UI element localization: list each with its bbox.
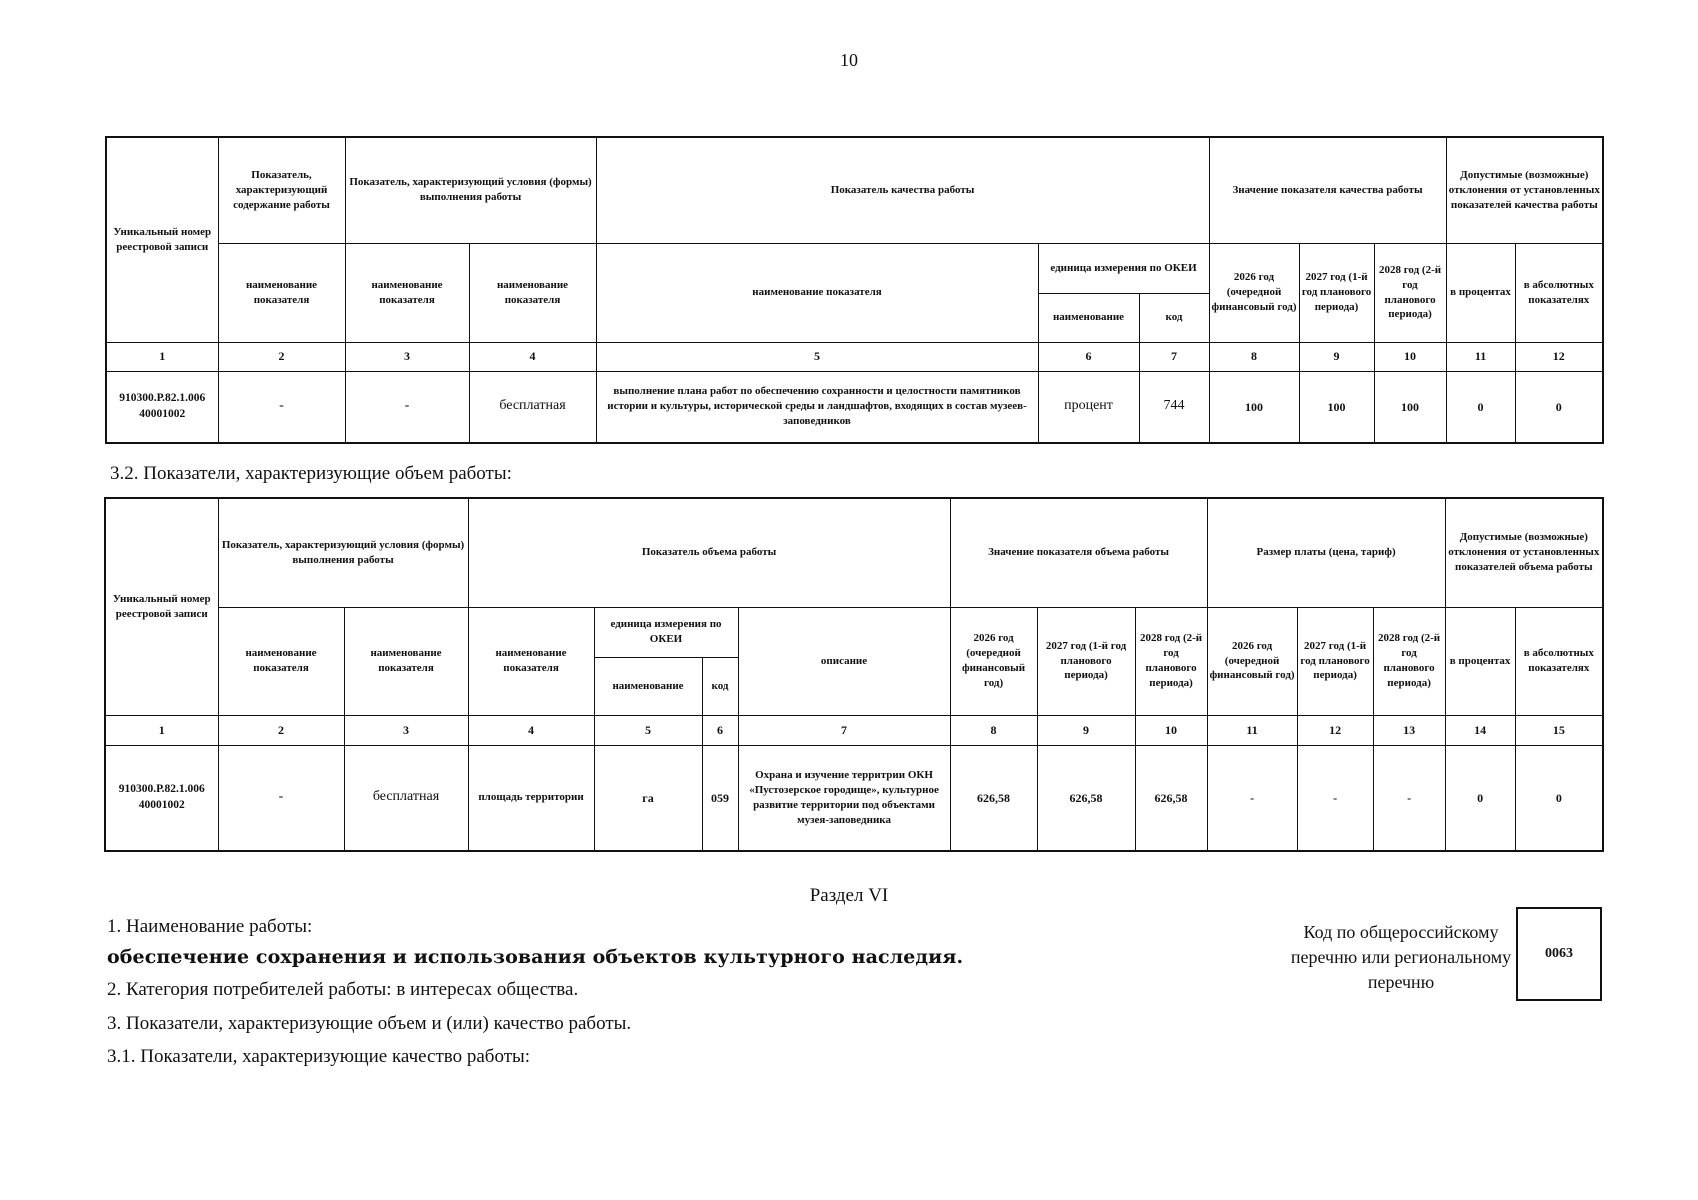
header-okei-unit: единица измерения по ОКЕИ bbox=[1038, 243, 1209, 293]
section-title: Раздел VI bbox=[809, 885, 889, 906]
registry-code-box: 0063 bbox=[1516, 907, 1602, 1001]
header-volume-indicator: Показатель объема работы bbox=[468, 498, 950, 607]
header-unique-number: Уникальный номер реестровой записи bbox=[105, 498, 218, 715]
header-fee-year-2026: 2026 год (очередной финансовый год) bbox=[1207, 607, 1297, 715]
value-2028: 626,58 bbox=[1135, 745, 1207, 851]
column-number: 10 bbox=[1135, 715, 1207, 745]
column-number: 8 bbox=[950, 715, 1037, 745]
header-year-2027: 2027 год (1-й год планового периода) bbox=[1299, 243, 1374, 342]
column-number: 3 bbox=[345, 342, 469, 371]
header-deviation-percent: в процентах bbox=[1446, 243, 1515, 342]
value-2026: 100 bbox=[1209, 371, 1299, 443]
condition1-value: - bbox=[218, 745, 344, 851]
condition1-value: - bbox=[345, 371, 469, 443]
registry-number: 910300.Р.82.1.006 40001002 bbox=[105, 745, 218, 851]
table-row bbox=[105, 745, 1603, 851]
header-allowed-deviation: Допустимые (возможные) отклонения от установленных показателей качества работы bbox=[1446, 137, 1603, 243]
header-value-year-2026: 2026 год (очередной финансовый год) bbox=[950, 607, 1037, 715]
fee-2028: - bbox=[1373, 745, 1445, 851]
column-number: 2 bbox=[218, 342, 345, 371]
header-value-year-2027: 2027 год (1-й год планового периода) bbox=[1037, 607, 1135, 715]
value-2026: 626,58 bbox=[950, 745, 1037, 851]
column-number: 7 bbox=[1139, 342, 1209, 371]
header-volume-value: Значение показателя объема работы bbox=[950, 498, 1207, 607]
registry-number: 910300.Р.82.1.006 40001002 bbox=[106, 371, 218, 443]
header-unique-number: Уникальный номер реестровой записи bbox=[106, 137, 218, 342]
table-row bbox=[106, 371, 1603, 443]
column-number: 13 bbox=[1373, 715, 1445, 745]
column-number: 8 bbox=[1209, 342, 1299, 371]
condition2-value: бесплатная bbox=[469, 371, 596, 443]
deviation-percent-value: 0 bbox=[1446, 371, 1515, 443]
page-number: 10 bbox=[840, 50, 858, 70]
column-number: 2 bbox=[218, 715, 344, 745]
volume-indicators-caption: 3.2. Показатели, характеризующие объем работы: bbox=[110, 463, 512, 484]
value-2027: 100 bbox=[1299, 371, 1374, 443]
header-condition2-name: наименование показателя bbox=[344, 607, 468, 715]
header-condition1-name: наименование показателя bbox=[345, 243, 469, 342]
column-number: 4 bbox=[469, 342, 596, 371]
header-fee: Размер платы (цена, тариф) bbox=[1207, 498, 1445, 607]
unit-name-value: процент bbox=[1038, 371, 1139, 443]
unit-name-value: га bbox=[594, 745, 702, 851]
header-fee-year-2028: 2028 год (2-й год планового периода) bbox=[1373, 607, 1445, 715]
header-indicator-name: наименование показателя bbox=[596, 243, 1038, 342]
column-number: 6 bbox=[702, 715, 738, 745]
volume-quality-caption: 3. Показатели, характеризующие объем и (или) качество работы. bbox=[107, 1013, 632, 1034]
column-number: 9 bbox=[1037, 715, 1135, 745]
header-condition2-name: наименование показателя bbox=[469, 243, 596, 342]
column-number: 3 bbox=[344, 715, 468, 745]
column-number: 6 bbox=[1038, 342, 1139, 371]
header-unit-code: код bbox=[702, 657, 738, 715]
header-deviation-absolute: в абсолютных показателях bbox=[1515, 243, 1603, 342]
header-unit-name: наименование bbox=[594, 657, 702, 715]
header-condition1-name: наименование показателя bbox=[218, 607, 344, 715]
column-number: 9 bbox=[1299, 342, 1374, 371]
column-number: 12 bbox=[1297, 715, 1373, 745]
column-number: 7 bbox=[738, 715, 950, 745]
header-quality-value: Значение показателя качества работы bbox=[1209, 137, 1446, 243]
column-number: 10 bbox=[1374, 342, 1446, 371]
condition2-value: бесплатная bbox=[344, 745, 468, 851]
value-2027: 626,58 bbox=[1037, 745, 1135, 851]
header-deviation-percent: в процентах bbox=[1445, 607, 1515, 715]
header-allowed-deviation: Допустимые (возможные) отклонения от установленных показателей объема работы bbox=[1445, 498, 1603, 607]
registry-code-label: Код по общероссийскому перечню или региональному перечню bbox=[1290, 922, 1512, 993]
column-number: 1 bbox=[106, 342, 218, 371]
unit-code-value: 059 bbox=[702, 745, 738, 851]
fee-2027: - bbox=[1297, 745, 1373, 851]
header-unit-name: наименование bbox=[1038, 293, 1139, 342]
deviation-percent-value: 0 bbox=[1445, 745, 1515, 851]
deviation-absolute-value: 0 bbox=[1515, 745, 1603, 851]
unit-code-value: 744 bbox=[1139, 371, 1209, 443]
quality-caption: 3.1. Показатели, характеризующие качество работы: bbox=[107, 1046, 531, 1067]
header-indicator-name: наименование показателя bbox=[468, 607, 594, 715]
header-conditions-indicator: Показатель, характеризующий условия (формы) выполнения работы bbox=[345, 137, 596, 243]
header-okei-unit: единица измерения по ОКЕИ bbox=[594, 607, 738, 657]
header-deviation-absolute: в абсолютных показателях bbox=[1515, 607, 1603, 715]
column-number: 15 bbox=[1515, 715, 1603, 745]
column-number: 11 bbox=[1446, 342, 1515, 371]
header-quality-indicator: Показатель качества работы bbox=[596, 137, 1209, 243]
value-2028: 100 bbox=[1374, 371, 1446, 443]
header-content-name: наименование показателя bbox=[218, 243, 345, 342]
indicator-value: площадь территории bbox=[468, 745, 594, 851]
header-year-2026: 2026 год (очередной финансовый год) bbox=[1209, 243, 1299, 342]
work-name-value: обеспечение сохранения и использования объектов культурного наследия. bbox=[107, 946, 964, 968]
header-description: описание bbox=[738, 607, 950, 715]
header-unit-code: код bbox=[1139, 293, 1209, 342]
quality-indicators-table bbox=[105, 136, 1604, 444]
fee-2026: - bbox=[1207, 745, 1297, 851]
column-number: 4 bbox=[468, 715, 594, 745]
column-number: 11 bbox=[1207, 715, 1297, 745]
indicator-value: выполнение плана работ по обеспечению сохранности и целостности памятников истории и культуры, исторической среды и ландшафтов, входящих в состав музеев-заповедников bbox=[596, 371, 1038, 443]
column-number: 14 bbox=[1445, 715, 1515, 745]
column-number: 5 bbox=[596, 342, 1038, 371]
header-conditions-indicator: Показатель, характеризующий условия (формы) выполнения работы bbox=[218, 498, 468, 607]
header-year-2028: 2028 год (2-й год планового периода) bbox=[1374, 243, 1446, 342]
column-number: 5 bbox=[594, 715, 702, 745]
work-name-label: 1. Наименование работы: bbox=[107, 916, 313, 937]
deviation-absolute-value: 0 bbox=[1515, 371, 1603, 443]
header-fee-year-2027: 2027 год (1-й год планового периода) bbox=[1297, 607, 1373, 715]
header-content-indicator: Показатель, характеризующий содержание работы bbox=[218, 137, 345, 243]
header-value-year-2028: 2028 год (2-й год планового периода) bbox=[1135, 607, 1207, 715]
column-number: 1 bbox=[105, 715, 218, 745]
consumer-category: 2. Категория потребителей работы: в интересах общества. bbox=[107, 979, 579, 1000]
description-value: Охрана и изучение территрии ОКН «Пустозерское городище», культурное развитие территории под объектами музея-заповедника bbox=[738, 745, 950, 851]
volume-indicators-table bbox=[104, 497, 1604, 852]
content-value: - bbox=[218, 371, 345, 443]
column-number: 12 bbox=[1515, 342, 1603, 371]
